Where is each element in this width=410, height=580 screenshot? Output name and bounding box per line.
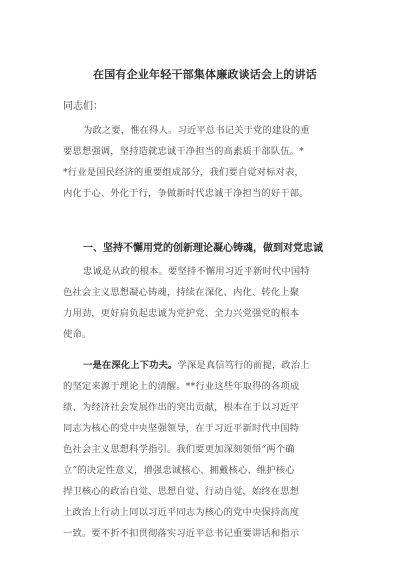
paragraph-3-line-3: 绩、为经济社会发展作出的突出贡献，根本在于以习近平 (63, 402, 300, 413)
paragraph-2-line-1: 忠诚是从政的根本。要坚持不懈用习近平新时代中国特 (83, 266, 310, 277)
paragraph-3-line-1 (83, 360, 353, 372)
paragraph-3-first-rest: 学深是真信笃行的前提，政治上 (177, 360, 310, 371)
paragraph-2-line-4: 使命。 (63, 329, 92, 340)
paragraph-3-line-4: 同志为核心的党中央坚强领导，在于习近平新时代中国特 (63, 423, 300, 434)
paragraph-3-line-9: 一致。要不折不扣贯彻落实习近平总书记重要讲话和指示 (63, 528, 300, 539)
salutation: 同志们： (63, 101, 103, 112)
paragraph-2-line-2: 色社会主义思想凝心铸魂，持续在深化、内化、转化上聚 (63, 287, 300, 298)
section-1-heading: 一、坚持不懈用党的创新理论凝心铸魂，做到对党忠诚 (83, 243, 323, 254)
paragraph-1-line-1: 为政之要，惟在得人。习近平总书记关于党的建设的重 (83, 125, 310, 136)
paragraph-1-line-3: *行业是国民经济的重要组成部分，我们要自觉对标对表， (63, 167, 304, 178)
paragraph-1-line-4: 内化于心、外化于行，争做新时代忠诚干净担当的好干部。 (63, 188, 309, 199)
document-title: 在国有企业年轻干部集体廉政谈话会上的讲话 (93, 68, 317, 81)
paragraph-3-line-2: 的坚定来源于理论上的清醒。**行业这些年取得的各项成 (63, 381, 300, 392)
paragraph-3-lead: 一是在深化上下功夫。 (83, 360, 178, 371)
paragraph-2-line-3: 力用劲，更好肩负起忠诚为党护党、全力兴党强党的根本 (63, 308, 300, 319)
paragraph-3-line-7: 捍卫核心的政治自觉、思想自觉、行动自觉，始终在思想 (63, 486, 300, 497)
paragraph-3-line-6: 立”的决定性意义，增强忠诚核心、拥戴核心、维护核心 (63, 465, 295, 476)
paragraph-3-line-8: 上政治上行动上同以习近平同志为核心的党中央保持高度 (63, 507, 300, 518)
paragraph-3-line-5: 色社会主义思想科学指引。我们要更加深刻领悟“两个确 (63, 444, 295, 455)
paragraph-1-line-2: 要思想强调，坚持造就忠诚干净担当的高素质干部队伍。* (63, 146, 304, 157)
